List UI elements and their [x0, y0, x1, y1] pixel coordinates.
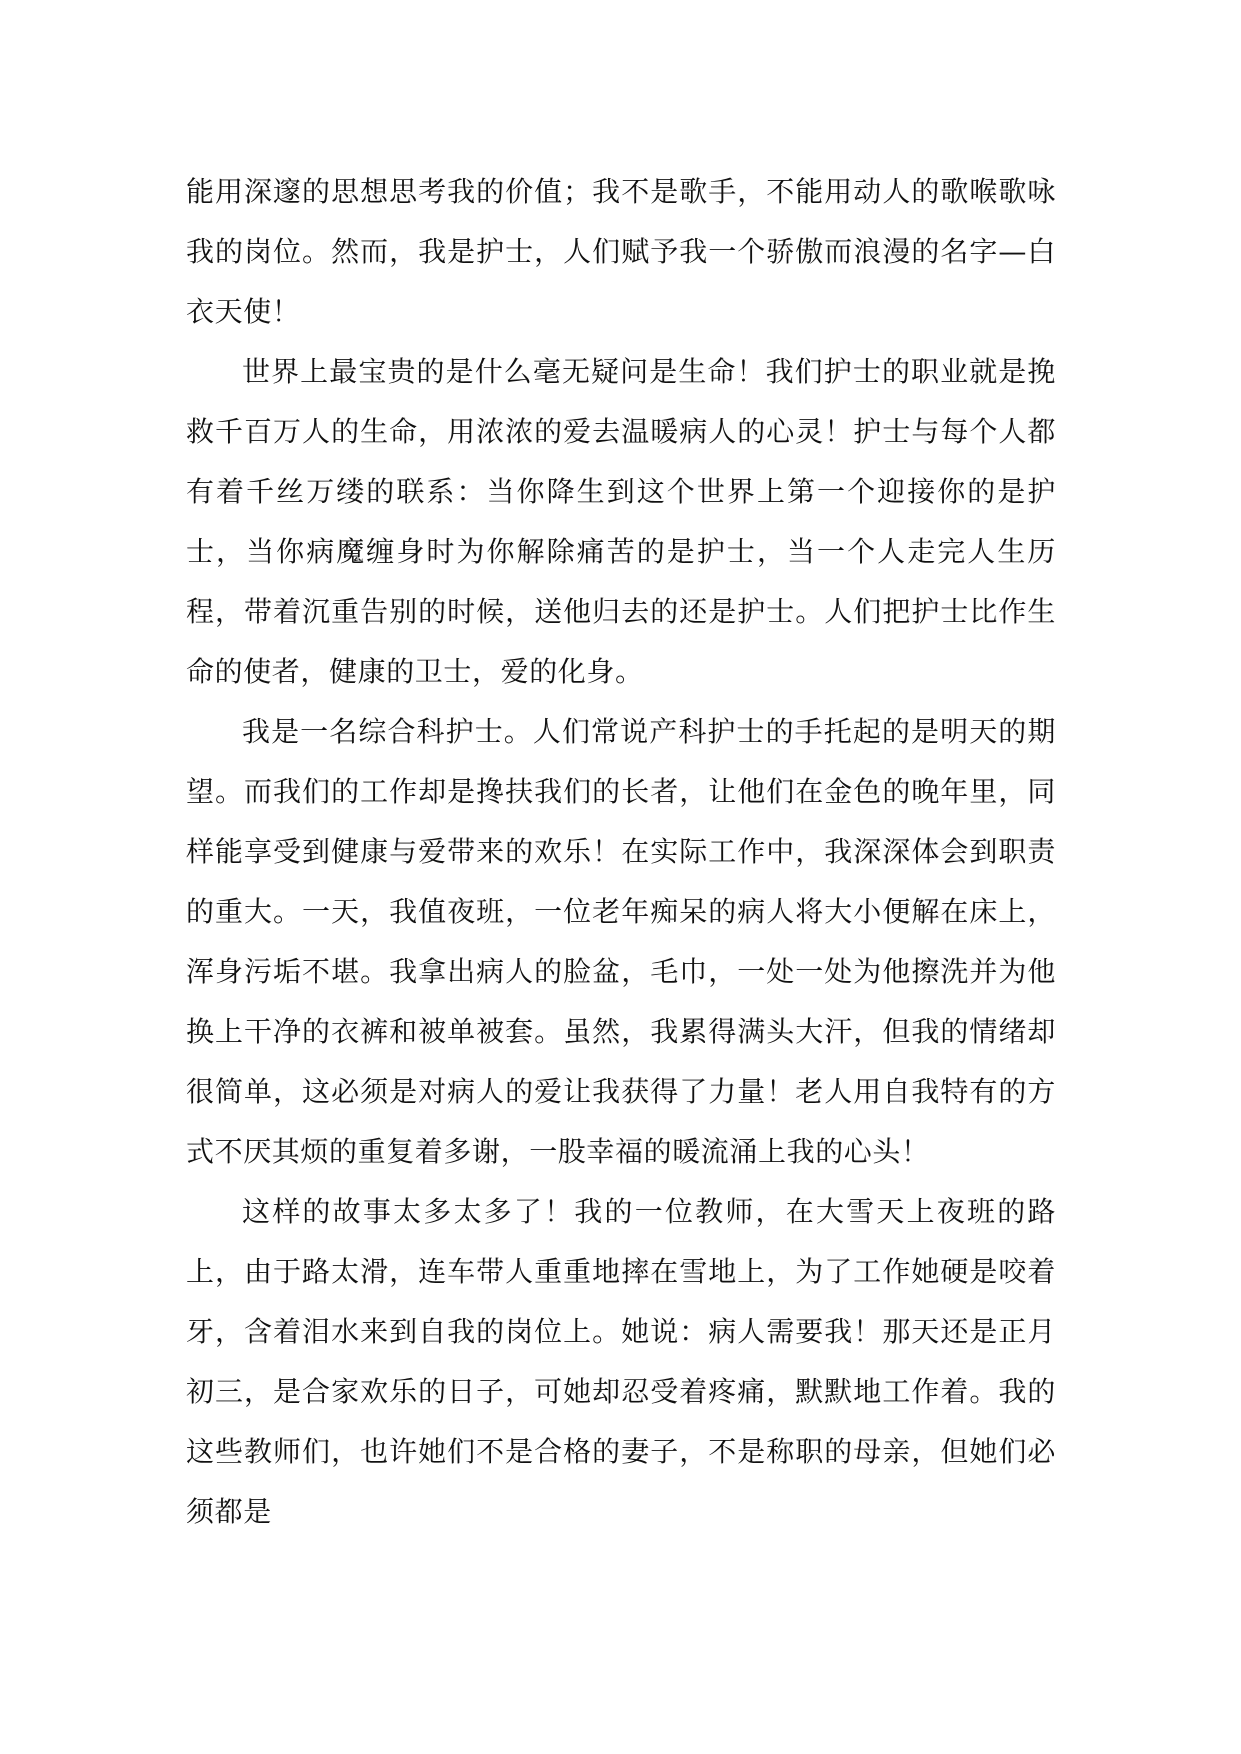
paragraph-2: 世界上最宝贵的是什么毫无疑问是生命！我们护士的职业就是挽救千百万人的生命，用浓浓的爱去温暖病人的心灵！护士与每个人都有着千丝万缕的联系：当你降生到这个世界上第一个迎接你的是护士，当你病魔缠身时为你解除痛苦的是护士，当一个人走完人生历程，带着沉重告别的时候，送他归去的还是护士。人们把护士比作生命的使者，健康的卫士，爱的化身。	[186, 355, 1056, 688]
paragraph-4: 这样的故事太多太多了！我的一位教师，在大雪天上夜班的路上，由于路太滑，连车带人重重地摔在雪地上，为了工作她硬是咬着牙，含着泪水来到自我的岗位上。她说：病人需要我！那天还是正月初三，是合家欢乐的日子，可她却忍受着疼痛，默默地工作着。我的这些教师们，也许她们不是合格的妻子，不是称职的母亲，但她们必须都是	[186, 1195, 1056, 1528]
paragraph-3: 我是一名综合科护士。人们常说产科护士的手托起的是明天的期望。而我们的工作却是搀扶我们的长者，让他们在金色的晚年里，同样能享受到健康与爱带来的欢乐！在实际工作中，我深深体会到职责的重大。一天，我值夜班，一位老年痴呆的病人将大小便解在床上，浑身污垢不堪。我拿出病人的脸盆，毛巾，一处一处为他擦洗并为他换上干净的衣裤和被单被套。虽然，我累得满头大汗，但我的情绪却很简单，这必须是对病人的爱让我获得了力量！老人用自我特有的方式不厌其烦的重复着多谢，一股幸福的暖流涌上我的心头！	[186, 715, 1056, 1168]
paragraph-1: 能用深邃的思想思考我的价值；我不是歌手，不能用动人的歌喉歌咏我的岗位。然而，我是护士，人们赋予我一个骄傲而浪漫的名字—白衣天使！	[186, 175, 1056, 328]
document-body	[186, 162, 1056, 1542]
